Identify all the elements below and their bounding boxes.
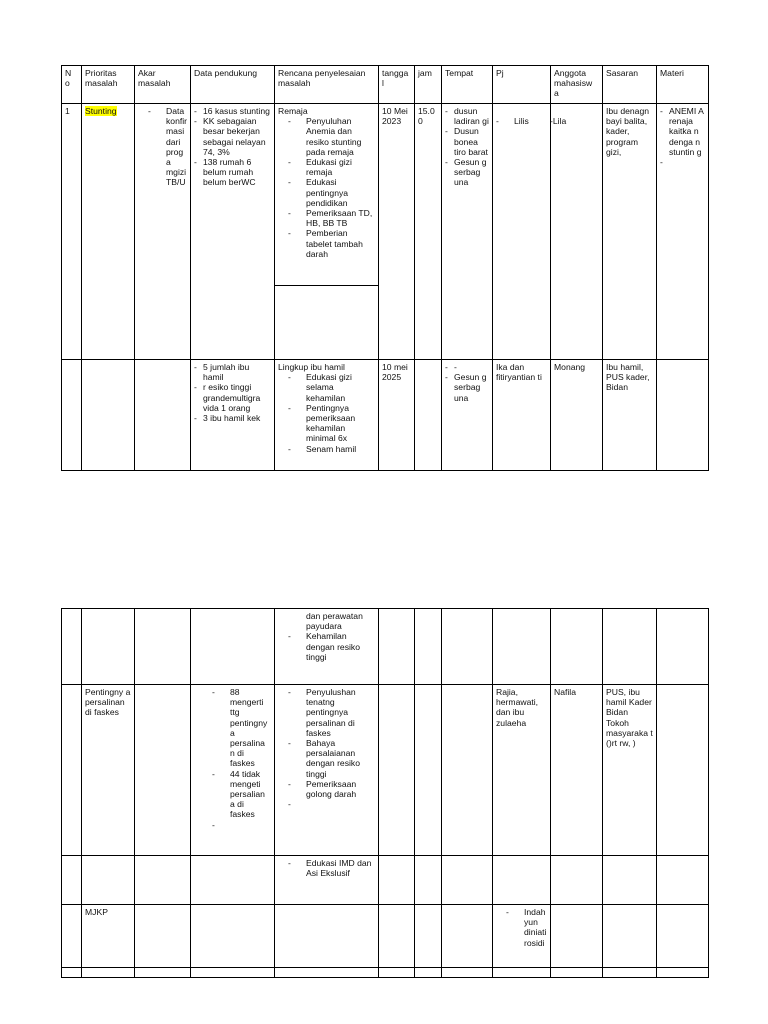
place-cell bbox=[442, 104, 493, 360]
list-item: - Pemeriksaan golong darah bbox=[278, 779, 375, 799]
list-item: - Dusun bonea tiro barat bbox=[445, 126, 489, 157]
member-cell: -Lila bbox=[551, 104, 603, 360]
header-anggota: Anggota mahasisw a bbox=[551, 66, 603, 104]
date-cell: 10 Mei 2023 bbox=[379, 104, 415, 360]
list-item: - 44 tidak mengeti persalian a di faskes bbox=[202, 769, 271, 820]
list-item: - Senam hamil bbox=[278, 444, 375, 454]
supporting-data-cell bbox=[191, 685, 275, 856]
root-cause-cell bbox=[135, 104, 191, 360]
list-item: - Indah yun diniati rosidi bbox=[496, 907, 547, 948]
list-item: - ANEMI A renaja kaitka n denga n stuntin g bbox=[660, 106, 705, 157]
table-row bbox=[62, 104, 709, 360]
list-item: - - bbox=[445, 362, 489, 372]
list-item: - Edukasi pentingnya pendidikan bbox=[278, 177, 375, 208]
table-row bbox=[62, 360, 709, 471]
header-no: N o bbox=[62, 66, 82, 104]
date-cell: 10 mei 2025 bbox=[379, 360, 415, 471]
action-plan-table-2 bbox=[61, 608, 709, 978]
target-cell: Ibu hamil, PUS kader, Bidan bbox=[603, 360, 657, 471]
header-materi: Materi bbox=[657, 66, 709, 104]
list-item: - Penyuluhan Anemia dan resiko stunting pada remaja bbox=[278, 116, 375, 157]
list-item: - Bahaya persalaianan dengan resiko tinggi bbox=[278, 738, 375, 779]
plan-continued: dan perawatan payudara bbox=[306, 611, 363, 632]
list-item: - 138 rumah 6 belum rumah belum berWC bbox=[194, 157, 271, 188]
list-item: - 5 jumlah ibu hamil bbox=[194, 362, 271, 382]
priority-cell: Pentingny a persalinan di faskes bbox=[82, 685, 135, 856]
plan-cell bbox=[275, 685, 379, 856]
pic-cell bbox=[493, 104, 551, 360]
priority-cell: MJKP bbox=[82, 905, 135, 968]
list-item: - Kehamilan dengan resiko tinggi bbox=[278, 631, 375, 662]
list-item: - Data konfir masi dari proga mgizi TB/U bbox=[138, 106, 187, 188]
list-item: - Edukasi gizi remaja bbox=[278, 157, 375, 177]
pic-cell bbox=[493, 905, 551, 968]
header-jam: jam bbox=[415, 66, 442, 104]
list-item: - Pemberian tabelet tambah darah bbox=[278, 228, 375, 259]
material-cell bbox=[657, 104, 709, 360]
pic-cell: Rajia, hermawati, dan ibu zulaeha bbox=[493, 685, 551, 856]
header-sasaran: Sasaran bbox=[603, 66, 657, 104]
table-row bbox=[62, 856, 709, 905]
table-row bbox=[62, 609, 709, 685]
list-item: - Edukasi gizi selama kehamilan bbox=[278, 372, 375, 403]
list-item: - 16 kasus stunting bbox=[194, 106, 271, 116]
list-item: - Pemeriksaan TD, HB, BB TB bbox=[278, 208, 375, 228]
plan-cell bbox=[275, 360, 379, 471]
list-item: - 88 mengerti ttg pentingny a persalina n di faskes bbox=[202, 687, 271, 769]
list-item: - dusun ladiran gi bbox=[445, 106, 489, 126]
table-row bbox=[62, 905, 709, 968]
header-data: Data pendukung bbox=[191, 66, 275, 104]
header-row bbox=[62, 66, 709, 104]
member-name: Lila bbox=[552, 116, 567, 126]
member-cell: Nafila bbox=[551, 685, 603, 856]
header-rencana: Rencana penyelesaian masalah bbox=[275, 66, 379, 104]
list-item: - r esiko tinggi grandemultigra vida 1 orang bbox=[194, 382, 271, 413]
place-cell bbox=[442, 360, 493, 471]
plan-cell bbox=[275, 104, 379, 360]
target-cell: Ibu denagn bayi balita, kader, program gizi, bbox=[603, 104, 657, 360]
list-item: - Gesun g serbag una bbox=[445, 157, 489, 188]
plan-title: Remaja bbox=[278, 106, 308, 116]
supporting-data-cell bbox=[191, 104, 275, 360]
priority-highlighted: Stunting bbox=[85, 106, 117, 116]
target-cell: PUS, ibu hamil Kader Bidan Tokoh masyaraka t ()rt rw, ) bbox=[603, 685, 657, 856]
member-cell: Monang bbox=[551, 360, 603, 471]
header-tanggal: tangga l bbox=[379, 66, 415, 104]
list-item: - KK sebagaian besar bekerjan sebagai nelayan 74, 3% bbox=[194, 116, 271, 157]
list-item: - Edukasi IMD dan Asi Ekslusif bbox=[278, 858, 375, 878]
supporting-data-cell bbox=[191, 360, 275, 471]
header-tempat: Tempat bbox=[442, 66, 493, 104]
header-pj: Pj bbox=[493, 66, 551, 104]
plan-subcell-divider bbox=[275, 285, 378, 286]
list-item: - Gesun g serbag una bbox=[445, 372, 489, 403]
row-number: 1 bbox=[62, 104, 82, 360]
action-plan-table-1 bbox=[61, 65, 709, 471]
list-item: - Lilis bbox=[496, 116, 547, 126]
header-akar: Akar masalah bbox=[135, 66, 191, 104]
plan-cell bbox=[275, 856, 379, 905]
plan-cell bbox=[275, 609, 379, 685]
list-item: - Penyulushan tenatng pentingnya persalinan di faskes bbox=[278, 687, 375, 738]
list-item: - 3 ibu hamil kek bbox=[194, 413, 271, 423]
list-item: - Pentingnya pemeriksaan kehamilan minimal 6x bbox=[278, 403, 375, 444]
time-cell: 15.0 0 bbox=[415, 104, 442, 360]
priority-cell bbox=[82, 104, 135, 360]
table-row bbox=[62, 968, 709, 978]
table-row bbox=[62, 685, 709, 856]
plan-title: Lingkup ibu hamil bbox=[278, 362, 345, 372]
header-prioritas: Prioritas masalah bbox=[82, 66, 135, 104]
pic-cell: Ika dan fitiryantian ti bbox=[493, 360, 551, 471]
